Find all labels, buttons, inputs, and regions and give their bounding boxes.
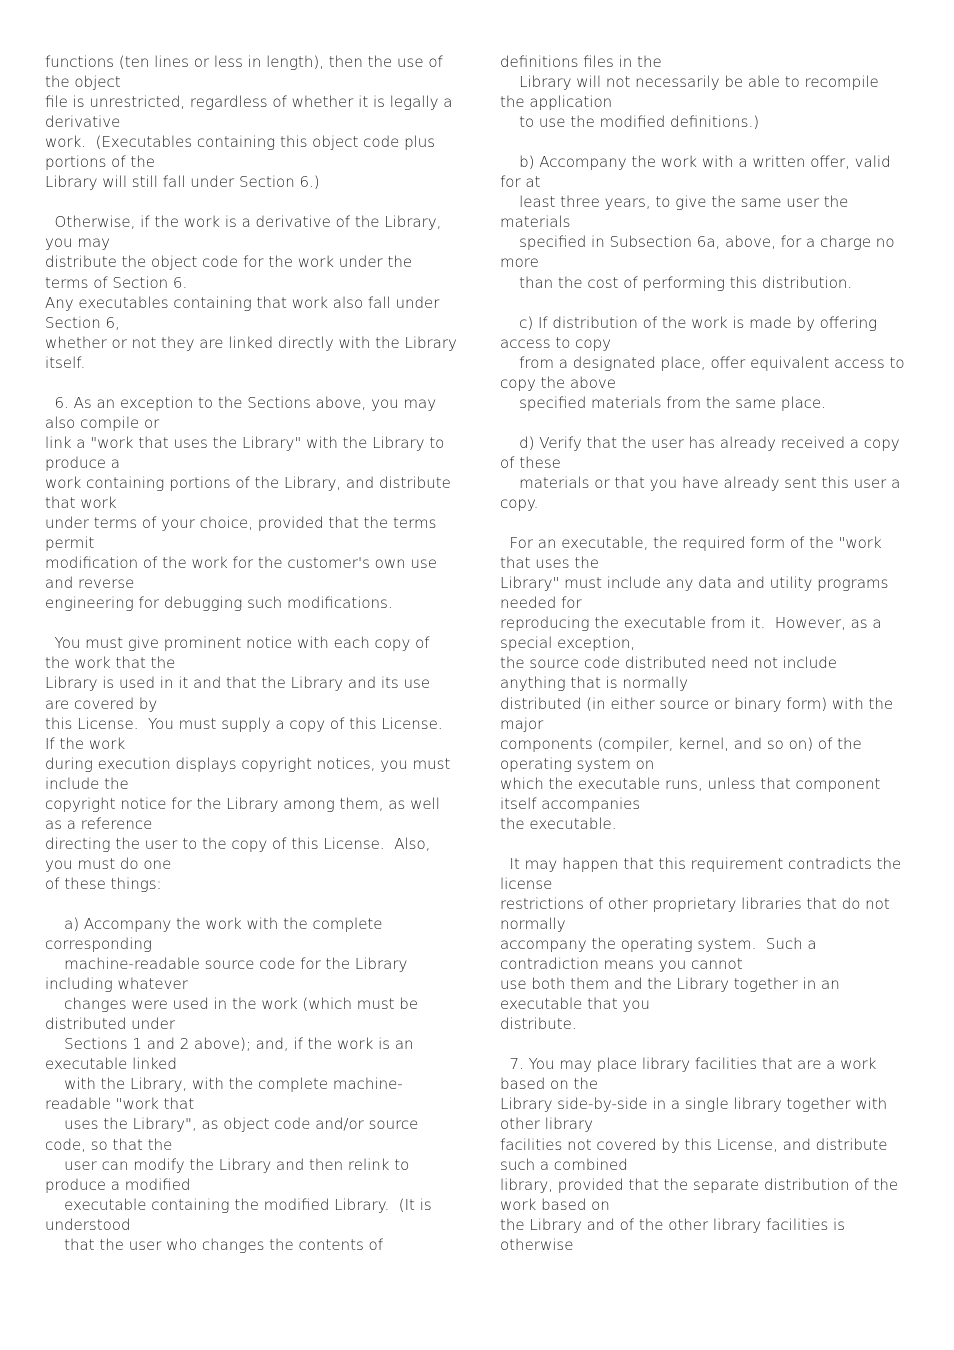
text-line: accompany the operating system. Such a contradiction means you cannot (500, 935, 822, 974)
text-column-right (500, 52, 910, 1255)
text-line: the source code distributed need not include anything that is normally (500, 654, 842, 693)
text-line: user can modify the Library and then relink to produce a modified (45, 1155, 415, 1194)
text-line: library, provided that the separate distribution of the work based on (500, 1175, 903, 1214)
text-line: changes were used in the work (which must be distributed under (45, 995, 423, 1034)
text-line: use both them and the Library together in an executable that you (500, 975, 845, 1014)
text-line: definitions files in the (500, 53, 662, 71)
text-line: components (compiler, kernel, and so on) of the operating system on (500, 734, 867, 773)
text-line: Any executables containing that work also fall under Section 6, (45, 293, 445, 332)
text-line: uses the Library", as object code and/or source code, so that the (45, 1115, 424, 1154)
text-line: facilities not covered by this License, and distribute such a combined (500, 1135, 893, 1174)
text-line: to use the modified definitions.) (500, 113, 760, 132)
text-line: from a designated place, offer equivalent access to copy the above (500, 353, 910, 392)
text-line: specified in Subsection 6a, above, for a charge no more (500, 233, 900, 272)
text-line: Library" must include any data and utility programs needed for (500, 574, 894, 613)
text-line: It may happen that this requirement contradicts the license (500, 854, 906, 893)
blank-line (500, 132, 905, 152)
text-line: Sections 1 and 2 above); and, if the work is an executable linked (45, 1035, 419, 1074)
text-line: b) Accompany the work with a written offer, valid for at (500, 153, 896, 192)
text-line: that the user who changes the contents of (45, 1235, 384, 1254)
text-line: of these things: (45, 874, 162, 893)
text-line: copyright notice for the Library among them, as well as a reference (45, 794, 445, 833)
text-line: whether or not they are linked directly with the Library itself. (45, 333, 462, 372)
text-line: distribute the object code for the work under the terms of Section 6. (45, 253, 417, 292)
text-line: For an executable, the required form of the "work that uses the (500, 534, 887, 573)
text-line: Library is used in it and that the Library and its use are covered by (45, 674, 435, 713)
text-line: a) Accompany the work with the complete corresponding (45, 915, 388, 954)
text-line: 6. As an exception to the Sections above, you may also compile or (45, 393, 441, 432)
text-column-left (45, 52, 462, 1255)
text-line: modification of the work for the customer's own use and reverse (45, 554, 442, 593)
text-line: than the cost of performing this distribution. (500, 273, 853, 292)
blank-line (500, 513, 905, 533)
text-line: restrictions of other proprietary libraries that do not normally (500, 894, 895, 934)
text-line: the executable. (500, 814, 617, 833)
blank-line (45, 613, 457, 633)
text-line: Otherwise, if the work is a derivative of the Library, you may (45, 213, 447, 252)
text-line: Library will still fall under Section 6.) (45, 173, 320, 192)
text-line: during execution displays copyright notices, you must include the (45, 754, 456, 793)
text-line: under terms of your choice, provided that the terms permit (45, 514, 442, 553)
text-line: specified materials from the same place. (500, 393, 827, 412)
text-line: You must give prominent notice with each copy of the work that the (45, 634, 435, 673)
text-line: least three years, to give the same user the materials (500, 193, 854, 232)
text-line: distribute. (500, 1015, 577, 1034)
text-line: c) If distribution of the work is made by offering access to copy (500, 313, 882, 352)
text-line: with the Library, with the complete machine-readable "work that (45, 1075, 403, 1114)
text-line: this License. You must supply a copy of this License. If the work (45, 714, 453, 753)
text-line: machine-readable source code for the Library including whatever (45, 955, 413, 994)
text-line: the Library and of the other library facilities is otherwise (500, 1215, 850, 1254)
blank-line (500, 413, 905, 433)
text-line: which the executable runs, unless that component itself accompanies (500, 774, 886, 813)
text-line: d) Verify that the user has already received a copy of these (500, 433, 905, 472)
blank-line (500, 834, 905, 854)
blank-line (500, 1034, 905, 1054)
text-line: file is unrestricted, regardless of whether it is legally a derivative (45, 93, 458, 132)
text-line: distributed (in either source or binary form) with the major (500, 694, 898, 733)
blank-line (45, 373, 457, 393)
text-line: 7. You may place library facilities that are a work based on the (500, 1055, 882, 1094)
text-line: materials or that you have already sent this user a copy. (500, 473, 906, 513)
text-line: Library will not necessarily be able to recompile the application (500, 73, 884, 112)
blank-line (45, 192, 457, 212)
blank-line (500, 293, 905, 313)
text-line: functions (ten lines or less in length), then the use of the object (45, 53, 448, 92)
text-line: work containing portions of the Library, and distribute that work (45, 473, 456, 513)
text-line: link a "work that uses the Library" with the Library to produce a (45, 433, 450, 472)
text-line: engineering for debugging such modifications. (45, 594, 393, 613)
text-line: reproducing the executable from it. However, as a special exception, (500, 614, 887, 653)
text-line: work. (Executables containing this object code plus portions of the (45, 133, 440, 172)
text-line: executable containing the modified Library. (It is understood (45, 1195, 437, 1234)
blank-line (45, 894, 457, 914)
text-line: Library side-by-side in a single library together with other library (500, 1095, 892, 1134)
text-line: directing the user to the copy of this License. Also, you must do one (45, 834, 436, 873)
